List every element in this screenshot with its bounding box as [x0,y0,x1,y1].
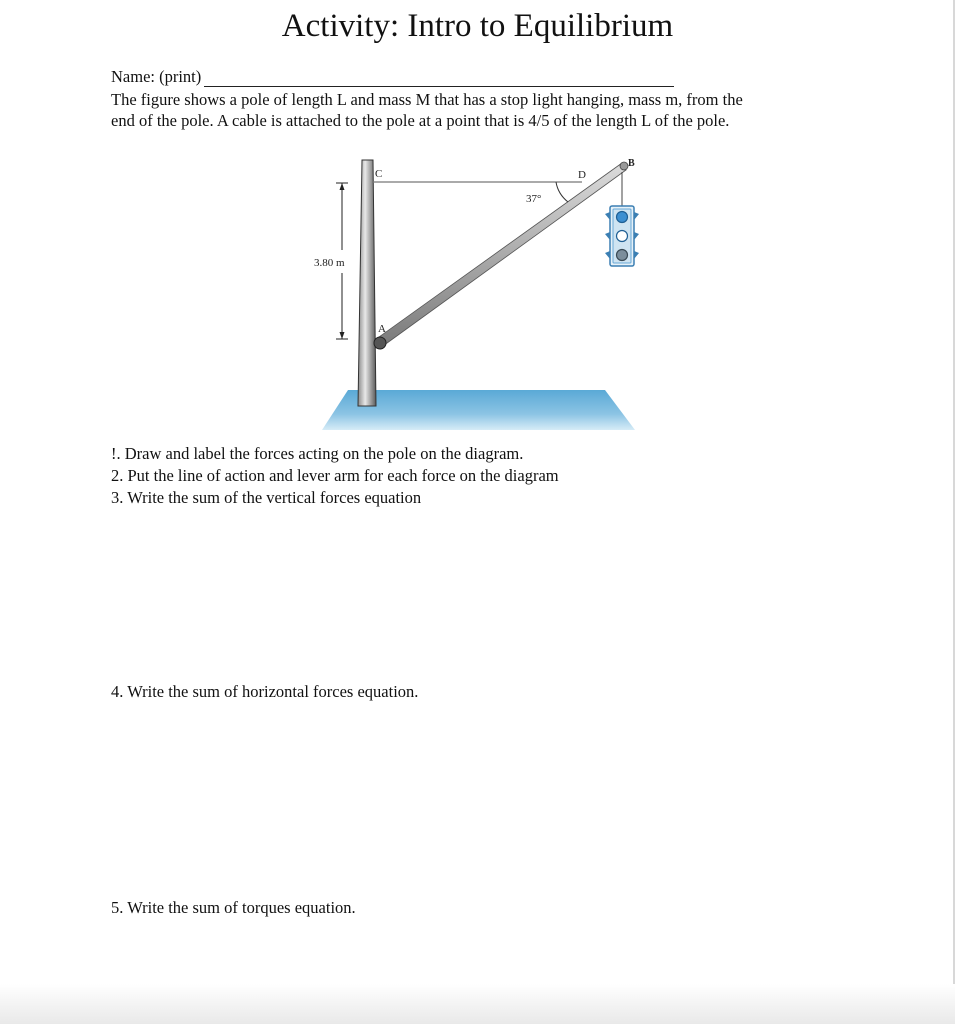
name-label: Name: (print) [111,67,202,86]
traffic-light [605,172,639,266]
angle-label: 37° [526,193,542,205]
intro-line-1: The figure shows a pole of length L and mass M that has a stop light hanging, mass m, from the [111,90,743,109]
point-d-label: D [578,169,586,181]
point-c-label: C [375,168,383,180]
question-4: 4. Write the sum of horizontal forces equation. [111,682,419,701]
questions-1-3 [111,443,559,509]
page-bottom-shadow [0,984,955,1024]
question-5: 5. Write the sum of torques equation. [111,898,356,917]
beam-end-cap [620,162,628,170]
height-label: 3.80 m [314,257,345,269]
intro-paragraph [111,89,851,131]
name-field-row [111,67,674,87]
pole [358,160,376,406]
point-a-label: A [378,323,386,335]
page-title: Activity: Intro to Equilibrium [281,8,674,44]
point-b-label: B [628,158,635,169]
question-1: !. Draw and label the forces acting on the pole on the diagram. [111,444,524,463]
question-2: 2. Put the line of action and lever arm for each force on the diagram [111,466,559,485]
pole-diagram [300,150,640,435]
hinge-a [374,337,386,349]
question-3: 3. Write the sum of the vertical forces equation [111,488,422,507]
beam [379,163,626,346]
angle-arc [556,182,568,202]
name-blank-line[interactable] [204,69,674,87]
intro-line-2: end of the pole. A cable is attached to the pole at a point that is 4/5 of the length L of the pole. [111,111,730,130]
